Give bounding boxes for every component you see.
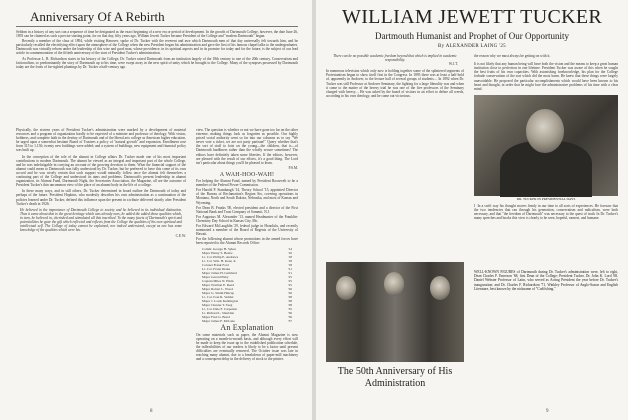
officer-name: Major J. Louis Kunlington — [202, 299, 239, 304]
left-page-title: Anniversary Of A Rebirth — [30, 9, 165, 24]
wah-item: For the following alumni whose promotions in the armed forces have been reported to the Alumni Records Office: — [196, 237, 298, 246]
paragraph-6: In these many ways, and in still others, Dr. Tucker determined in broad outline the Dartmouth of today and perhaps of the future. President Hopkins, who modestly describes his own administration as a continuation of the policies learned under Dr. Tucker, defined this influence upon the present in a tribute delivered shortly after President Tucker's death in 1926: — [16, 189, 186, 206]
left-main-column — [16, 128, 186, 394]
tucker-portrait-photo — [474, 95, 618, 196]
figure-tucker — [384, 272, 404, 296]
right-column-2b — [474, 204, 618, 264]
portrait-caption: DR. TUCKER IN PRESIDENTIAL DAYS — [516, 197, 576, 201]
article-byline: By ALEXANDER LAING '25 — [438, 44, 506, 49]
officer-name: Major James F. McLane — [202, 319, 235, 324]
article-column-1-text: In numerous television which only now is holding together some of the splintered segments of Protestantism began to show itself first in the Congress. In 1893 there was at least a half-hold of, apparently in Andover, to the lecture hall of several groups of students.... In 1892 when Dr. Tucker was still Professor at Andover Seminary, the fighting for a large liberality was and when it came to the matter of the heresy trial he was one of the five professors of the Seminary charged with heresy.... He was asked by the board of visitors in an effort to define all creeds, according to his own theology, and he came out victorious. — [326, 69, 464, 98]
signature-cew: C.E.W. — [175, 234, 186, 239]
wah-item: For Harold P. Stambaugh '14, Theory School '15, appointed Director of the Bureau of Reclamation's Region Six, covering operations in Montana, North and South Dakota, Nebraska, and most of Kansas and Wyoming. — [196, 188, 298, 205]
wah-items-list — [196, 188, 298, 245]
officer-name: Lt. Col. Wm. H. Kent, Jr. — [202, 259, 237, 264]
officer-list — [202, 247, 292, 323]
paragraph-2: Recently a member of the class of 1894, while visiting Hanover, spoke of Dr. Tucker with the reverent and awe which Dartmouth men of that day universally felt towards him, and he particularly recalled the electrifying effect upon the atmosphere of the College when the new President began his administration and gave the first of his famous chapel talks to the undergraduates. Dartmouth was virtually reborn under the leadership of this wise and good man, whose providence, in its spiritual aspects and in its promise for today and for the future, is the subject of our lead article in commemoration of the fiftieth anniversary of the start of President Tucker's administration. — [16, 39, 298, 56]
officer-name: Major Norman E. Reed — [202, 283, 234, 288]
officer-name: Colonel Frank Ford — [202, 263, 229, 268]
officer-class: '18 — [287, 255, 292, 260]
officer-class: '35 — [287, 307, 292, 312]
officer-name: Captain Miles N. Elkin — [202, 279, 234, 284]
anniversary-footer — [326, 366, 464, 390]
wah-item: For Augustus M. Alexander '13, named Headmaster of the Franklin-Chemistry Day School in Kansas City, Mo. — [196, 214, 298, 223]
officer-class: '36 — [287, 311, 292, 316]
title-rule — [16, 26, 298, 27]
paragraph-5: In the conception of the role of the alumni in College affairs Dr. Tucker made one of his most important contributions to modern Dartmouth. The alumni he viewed as an integral and important part of the whole College, and he was indefatigable in carrying an account of the growing devotion to them. What the financial support of the alumni could mean to Dartmouth was fully understood by Dr. Tucker, but he preferred to have this come of its own accord and he was wisely certain that such support would naturally follow once the alumni felt themselves a continuing part of the College and understood its aims and problems. Dartmouth's present leadership in alumni organization, its Alumni Fund, Dartmouth Night, the Secretaries Association, the Magazine, all are the outcome of President Tucker's thin uncommon view of the place of an alumni body in the life of a college. — [16, 154, 186, 188]
right-column-1 — [326, 54, 464, 264]
wah-item: For Edward McLaughlin '29, federal judge in Honolulu, and recently nominated a member of the Board of Regents of the University of Hawaii. — [196, 223, 298, 237]
signature-psm: P.S.M. — [288, 165, 298, 170]
hopkins-quote: He believed in the importance of Dartmouth College to society and he believed in its individual distinction. Thus it came about that to the great heritage which was already ours, he added the added those qualities which, in turn, he believed in, cherished and stimulated all this inscribed. To the many facets of Dartmouth's spirit and potentialities he gave the gift which reflected and reflects from the College the qualities of his own spiritual and intellectual self. The College of today cannot be explained, nor indeed understood, except as one has some knowledge of the qualities which were his. — [20, 207, 182, 233]
officer-class: '28 — [287, 295, 292, 300]
officer-name: Lt. Col. Franz Drake — [202, 267, 231, 272]
wah-hoo-wah-heading: A WAH-HOO-WAH! — [219, 171, 275, 178]
officer-class: '28 — [287, 303, 292, 308]
officer-class: '36 — [287, 315, 292, 320]
officer-name: Major James H. Lumbard — [202, 271, 237, 276]
officer-name: Lt. Col. Ivan R. Vedder — [202, 295, 234, 300]
officer-name: Major Gerard Ekby — [202, 275, 229, 280]
paragraph-3: As Professor L. B. Richardson states in his history of the College, Dr. Tucker raised Dartmouth from an institution largely of the 18th century to one of the 20th century. Conservatism and factionalism, so predominantly the story of Dartmouth up to his time, were swept away in the new spirit of unity which he brought to the College. Many of the synopses possessed by Dartmouth today are the fruits of far-sighted plantings by Dr. Tucker a half-century ago. — [16, 56, 298, 69]
article-column-2-text: the reason why we must always be getting on with it. It is not likely that any human being will have both the vision and the means to keep a great human institution close to perfection in one lifetime. President Tucker was aware of this when he sought the best fruits of his own capacities. With astonishing foreknowledge, his plan for the College forbade conservatism of the sort which did the most harm. He knew that these things were largely unavoidable. He proposed the particular accomplishments which would have been known to his heart and thought, in order that he might face the administrative problems of his time with a clear mind. — [474, 54, 618, 91]
right-page — [316, 0, 628, 420]
figure-emerson — [336, 276, 356, 300]
officer-class: '18 — [287, 259, 292, 264]
officer-class: '25 — [287, 279, 292, 284]
anniversary-heading: The 50th Anniversary of His Administration — [337, 366, 453, 389]
epigraph: There can be no possible academic freedom beyond that which is implied in academic responsibility. — [333, 54, 457, 63]
officer-name: Major Fred G. Bond — [202, 315, 230, 320]
officer-class: '21 — [287, 267, 292, 272]
wah-item: For Dean B. Franks '00, elected president and a director of the First National Bank and Trust Company of Summit, N.J. — [196, 205, 298, 214]
article-subtitle: Dartmouth Humanist and Prophet of Our Opportunity — [375, 31, 569, 41]
officer-class: '28 — [287, 299, 292, 304]
epigraph-citation: W.J.T. — [448, 62, 458, 67]
explanation-heading: An Explanation — [220, 323, 274, 333]
officer-class: '16 — [287, 251, 292, 256]
officer-name: Major Robert L. Wood — [202, 287, 233, 292]
officer-name: Comdr. George H. Sykes — [202, 247, 236, 252]
paragraph-4: Physically, the sixteen years of President Tucker's administration were marked by a development of material resources and a program of organization hardly to be expected of a minister and professor of theology. With vision, boldness, and complete faith in the destiny of Dartmouth and of the liberal arts college as American higher education, he urged upon a somewhat hesitant Board of Trustees a policy of "natural growth" and expansion. Enrollment rose from 315 to 1,136; twenty new buildings were added; and a system of buildings, new equipment and financial policy was built up. — [16, 128, 186, 153]
intro-block — [16, 30, 298, 126]
officer-name: Lt. Richard L. Sheridan — [202, 311, 235, 316]
group-photo-caption: WELL-KNOWN FIGURES of Dartmouth during Dr. Tucker's administration were, left to right, Dean Charles F. Emerson '68, first Dean of the College; President Tucker, Dr. John K. Lord '68, Daniel Webster Professor of Latin, who served as Acting President the year before Dr. Tucker's inauguration; and Dr. Charles F. Richardson '71, Winkley Professor of Anglo-Saxon and English Literature, best known by the nickname of "Codfishing." — [474, 270, 618, 291]
article-column-2b-text: I In a swift way his thought moves firmly in our time to all sorts of experiences. He foresaw that the two tendencies that ran through his generation, conservatism and radicalism, were both necessary, and that "the freedom of Dartmouth" was necessary to the quest of truth. In Dr. Tucker's many speeches and books this view is clearly to be seen, hopeful, earnest, and humane. — [474, 204, 618, 221]
officer-class: '25 — [287, 275, 292, 280]
officer-class: '37 — [287, 319, 292, 324]
group-photo — [326, 262, 464, 362]
left-side-column — [196, 128, 298, 394]
right-page-number: 9 — [546, 409, 549, 414]
officer-class: '14 — [287, 247, 292, 252]
officer-class: '21 — [287, 271, 292, 276]
portrait-face — [526, 109, 564, 153]
officer-class: '25 — [287, 283, 292, 288]
officer-name: Lt. Col. Dale F. Carpenter — [202, 307, 238, 312]
left-page-number: 8 — [150, 409, 153, 414]
officer-class: '18 — [287, 263, 292, 268]
left-page — [0, 0, 312, 420]
explanation-text: On some materials such as paper, the Alumni Magazine is now operating on a month-to-month basis, and although every effort will be made to keep the issue up to the established publication schedule, the inflexibilities of our readers is likely to be a factor until present difficulties are eventually removed. The October issue was late in reaching many alumni, due to a breakdown of paper-mill machinery and a consequent delay in the delivery of stock to the printer. — [196, 332, 298, 362]
officer-class: '26 — [287, 287, 292, 292]
officer-name: Major Henry S. Beebe — [202, 251, 233, 256]
officer-name: Lt. Col. Philip E. Andrews — [202, 255, 239, 260]
wah-intro: For helping the Alumni Fund, named by President Roosevelt to be a member of the Federal Power Commission. — [196, 179, 298, 188]
officer-class: '26 — [287, 291, 292, 296]
officer-name: Major G. Smith Hincap — [202, 291, 235, 296]
right-page-title: WILLIAM JEWETT TUCKER — [342, 6, 602, 28]
right-column-2 — [474, 54, 618, 94]
figure-lord — [430, 276, 450, 300]
intro-paragraph: Seldom in a history of any sort can a sequence of time be designated as the exact beginning of a new era or period of development. In the growth of Dartmouth College, however, the date June 26, 1893 can be claimed as such a precise starting point, for on that day, fifty years ago, William Jewett Tucker became President of the College and "modern Dartmouth" began. — [16, 30, 298, 39]
side-intro: view. The question is whether or not we have gone too far on the other extreme, making things look as forgotten as possible. Our highly priced social authority went so far into our columns as to say "We never vote a ticket, we are not party partisan!" Query whether that's the sort of stuff to foist on the young—the children, that is—of Dartmouth hardliners rather than the wholly secure sometimes! The editors have definitely taken some liberties. If the editors, however, are pleased with the result of our efforts, it's a good thing. The Lord isn't particular about things you'll be pleased to learn. — [196, 128, 298, 165]
officer-name: Major Chester T. Teeg — [202, 303, 233, 308]
